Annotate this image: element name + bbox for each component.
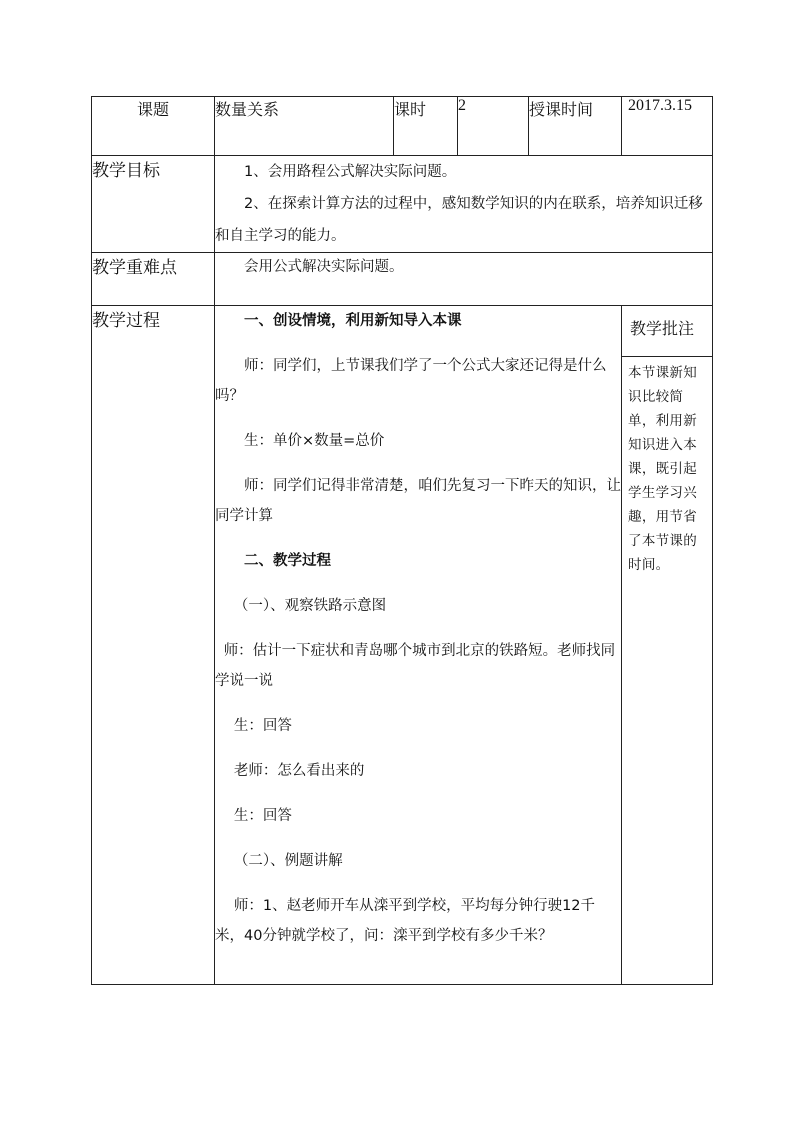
section-heading: 二、教学过程 [244, 553, 331, 569]
notes-cell [622, 306, 713, 985]
notes-label: 教学批注 [622, 306, 712, 357]
goals-row [92, 156, 713, 253]
topic-value: 数量关系 [215, 97, 394, 156]
lesson-plan-table [91, 96, 713, 985]
date-value: 2017.3.15 [622, 97, 713, 156]
subsection-heading: （二）、例题讲解 [233, 853, 343, 869]
dialogue-line: 师：1、赵老师开车从滦平到学校，平均每分钟行驶12千米，40分钟就学校了，问：滦平到学校有多少千米？ [215, 898, 596, 944]
key-points-label: 教学重难点 [92, 253, 215, 306]
period-value: 2 [458, 97, 529, 156]
goal-item: 1、会用路程公式解决实际问题。 [244, 164, 457, 180]
subsection-heading: （一）、观察铁路示意图 [233, 598, 387, 614]
dialogue-line: 师：估计一下症状和青岛哪个城市到北京的铁路短。老师找同学说一说 [215, 643, 616, 689]
section-heading: 一、创设情境，利用新知导入本课 [244, 313, 462, 329]
date-label: 授课时间 [529, 97, 622, 156]
dialogue-line: 师：同学们记得非常清楚，咱们先复习一下昨天的知识，让同学计算 [215, 478, 621, 524]
dialogue-line: 老师：怎么看出来的 [233, 763, 365, 779]
key-points-text: 会用公式解决实际问题。 [244, 259, 404, 275]
process-label: 教学过程 [92, 306, 215, 985]
notes-text: 本节课新知识比较简单，利用新知识进入本课，既引起学生学习兴趣，用节省了本节课的时间。 [628, 365, 698, 573]
goals-content [215, 156, 713, 253]
process-row [92, 306, 713, 985]
goals-label: 教学目标 [92, 156, 215, 253]
dialogue-line: 生：单价×数量=总价 [244, 433, 385, 449]
dialogue-line: 生：回答 [233, 718, 292, 734]
goal-item: 2、在探索计算方法的过程中，感知数学知识的内在联系，培养知识迁移和自主学习的能力。 [215, 196, 703, 244]
key-points-row [92, 253, 713, 306]
dialogue-line: 师：同学们，上节课我们学了一个公式大家还记得是什么吗？ [215, 358, 607, 404]
period-label: 课时 [394, 97, 458, 156]
header-row [92, 97, 713, 156]
process-content [215, 306, 622, 985]
topic-label: 课题 [92, 97, 215, 156]
dialogue-line: 生：回答 [233, 808, 292, 824]
key-points-content [215, 253, 713, 306]
